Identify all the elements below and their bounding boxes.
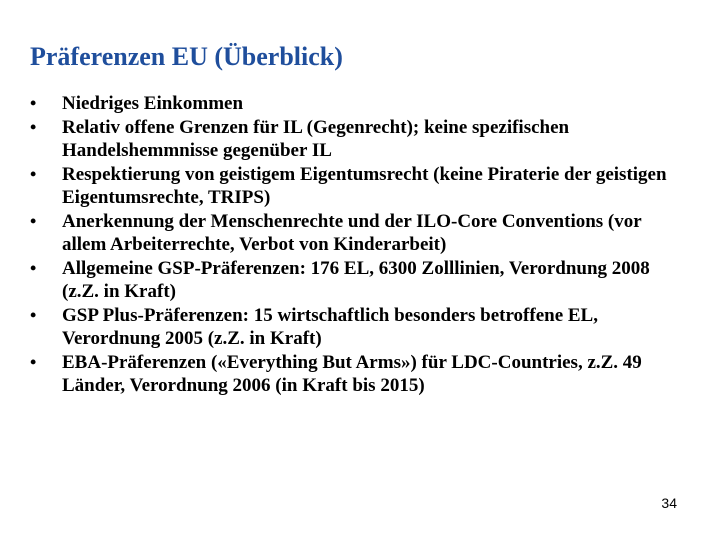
bullet-icon: • (30, 116, 37, 137)
bullet-item (30, 304, 690, 351)
bullet-item (30, 92, 690, 116)
bullet-icon: • (30, 210, 37, 231)
slide-title: Präferenzen EU (Überblick) (30, 42, 343, 71)
bullet-item (30, 116, 690, 163)
bullet-text: Allgemeine GSP-Präferenzen: 176 EL, 6300 Zolllinien, Verordnung 2008 (z.Z. in Kraft) (62, 257, 650, 302)
bullet-icon: • (30, 257, 37, 278)
bullet-text: Anerkennung der Menschenrechte und der ILO-Core Conventions (vor allem Arbeiterrechte, Verbot von Kinderarbeit) (62, 210, 642, 255)
bullet-item (30, 163, 690, 210)
bullet-text: Respektierung von geistigem Eigentumsrecht (keine Piraterie der geistigen Eigentumsrechte, TRIPS) (62, 163, 667, 208)
bullet-text: Relativ offene Grenzen für IL (Gegenrecht); keine spezifischen Handelshemmnisse gegenüber IL (62, 116, 570, 161)
bullet-item (30, 210, 690, 257)
bullet-icon: • (30, 93, 37, 113)
bullet-item (30, 351, 690, 398)
page-number: 34 (661, 495, 677, 511)
bullet-text: Niedriges Einkommen (62, 93, 244, 114)
bullet-text: GSP Plus-Präferenzen: 15 wirtschaftlich besonders betroffene EL, Verordnung 2005 (z.Z. in Kraft) (62, 304, 598, 349)
bullet-text: EBA-Präferenzen («Everything But Arms») für LDC-Countries, z.Z. 49 Länder, Verordnung 2006 (in Kraft bis 2015) (62, 351, 642, 396)
bullet-icon: • (30, 163, 37, 184)
bullet-item (30, 257, 690, 304)
bullet-icon: • (30, 304, 37, 325)
bullet-list (30, 92, 690, 398)
bullet-icon: • (30, 351, 37, 372)
